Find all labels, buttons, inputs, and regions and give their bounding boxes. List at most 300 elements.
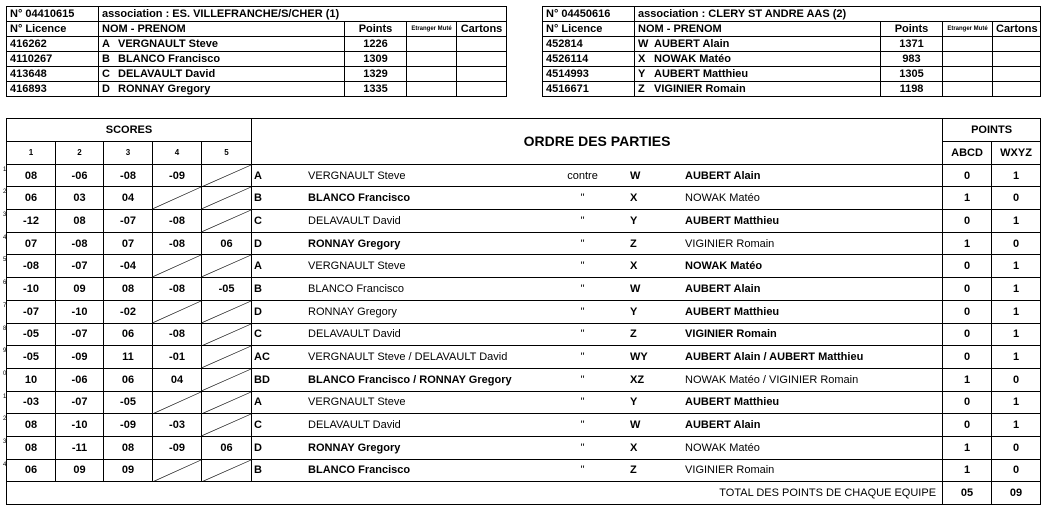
game-order-cell bbox=[252, 391, 943, 414]
player-name-cell bbox=[635, 52, 881, 67]
unplayed-set-slash bbox=[153, 460, 201, 482]
set-score bbox=[3, 414, 56, 437]
away-player: AUBERT Alain bbox=[685, 419, 761, 432]
away-letter: WY bbox=[630, 351, 648, 364]
player-name-cell bbox=[99, 52, 345, 67]
row-number: 1 bbox=[3, 166, 7, 173]
row-number: 6 bbox=[3, 280, 7, 287]
points-abcd: 0 bbox=[943, 391, 992, 414]
away-letter: W bbox=[630, 282, 641, 295]
player-points: 1309 bbox=[345, 52, 407, 67]
unplayed-set-slash bbox=[202, 392, 251, 414]
unplayed-set-slash bbox=[202, 369, 251, 391]
versus-label: " bbox=[580, 351, 585, 364]
set-score bbox=[56, 255, 104, 278]
home-letter: D bbox=[254, 441, 262, 454]
player-cartons bbox=[457, 67, 507, 82]
home-player: BLANCO Francisco bbox=[308, 282, 405, 295]
player-name-cell bbox=[635, 67, 881, 82]
away-letter: Y bbox=[630, 396, 638, 409]
set-score-value: 04 bbox=[121, 192, 135, 205]
player-letter: Z bbox=[638, 83, 645, 95]
set-score bbox=[153, 459, 202, 482]
home-player: VERGNAULT Steve bbox=[308, 396, 406, 409]
set-score-value: 11 bbox=[122, 351, 134, 364]
game-order-cell bbox=[252, 300, 943, 323]
game-order-cell bbox=[252, 210, 943, 233]
set-score bbox=[153, 255, 202, 278]
set-score bbox=[56, 232, 104, 255]
player-row bbox=[7, 37, 507, 52]
row-number: 4 bbox=[3, 461, 7, 468]
player-name: BLANCO Francisco bbox=[118, 53, 221, 65]
player-name: NOWAK Matéo bbox=[654, 53, 731, 65]
home-letter: A bbox=[254, 396, 262, 409]
set-score bbox=[153, 210, 202, 233]
set-score bbox=[104, 300, 153, 323]
total-label: TOTAL DES POINTS DE CHAQUE EQUIPE bbox=[7, 482, 943, 505]
set-score-value: 08 bbox=[121, 441, 135, 454]
game-row bbox=[7, 323, 1041, 346]
game-order-line bbox=[254, 437, 942, 459]
col-etranger: Etranger Muté bbox=[943, 22, 993, 37]
set-score-value: -09 bbox=[169, 169, 185, 182]
unplayed-set-slash bbox=[153, 301, 201, 323]
away-player: AUBERT Matthieu bbox=[685, 396, 780, 409]
set-score bbox=[202, 323, 252, 346]
points-wxyz: 1 bbox=[992, 278, 1041, 301]
points-wxyz: 1 bbox=[992, 346, 1041, 369]
set-score bbox=[56, 278, 104, 301]
set-score-value: -06 bbox=[71, 373, 88, 386]
set-score-value: -08 bbox=[23, 260, 39, 273]
team-a-number: N° 04410615 bbox=[7, 7, 99, 22]
points-abcd: 0 bbox=[943, 164, 992, 187]
game-row bbox=[7, 278, 1041, 301]
set-score-value: 09 bbox=[73, 464, 86, 477]
player-row bbox=[543, 37, 1041, 52]
points-wxyz: 1 bbox=[992, 391, 1041, 414]
team-a-table bbox=[6, 6, 507, 97]
away-letter: W bbox=[630, 419, 641, 432]
set-score bbox=[202, 459, 252, 482]
home-letter: A bbox=[254, 169, 262, 182]
home-player: DELAVAULT David bbox=[308, 214, 401, 227]
home-player: DELAVAULT David bbox=[308, 328, 401, 341]
player-points: 1335 bbox=[345, 82, 407, 97]
versus-label: " bbox=[580, 441, 585, 454]
home-letter: AC bbox=[254, 351, 270, 364]
game-order-cell bbox=[252, 187, 943, 210]
versus-label: " bbox=[580, 396, 585, 409]
player-row bbox=[543, 67, 1041, 82]
game-order-line bbox=[254, 460, 942, 482]
versus-label: " bbox=[580, 260, 585, 273]
set-score-value: -09 bbox=[169, 441, 185, 454]
col-points: Points bbox=[881, 22, 943, 37]
points-wxyz: 0 bbox=[992, 187, 1041, 210]
versus-label: " bbox=[580, 464, 585, 477]
set-score bbox=[153, 414, 202, 437]
player-points: 1198 bbox=[881, 82, 943, 97]
player-etranger bbox=[943, 52, 993, 67]
set-score-value: -08 bbox=[169, 237, 185, 250]
set-score bbox=[104, 459, 153, 482]
game-order-cell bbox=[252, 278, 943, 301]
set-score-value: 06 bbox=[220, 237, 233, 250]
team-b-number: N° 04450616 bbox=[543, 7, 635, 22]
set-score-value: -10 bbox=[71, 419, 88, 432]
set-score bbox=[56, 323, 104, 346]
set-score bbox=[3, 346, 56, 369]
set-score-value: -02 bbox=[120, 305, 136, 318]
set-score bbox=[202, 436, 252, 459]
game-order-cell bbox=[252, 232, 943, 255]
player-licence: 413648 bbox=[7, 67, 99, 82]
team-a-association: association : ES. VILLEFRANCHE/S/CHER (1) bbox=[99, 7, 507, 22]
player-licence: 4514993 bbox=[543, 67, 635, 82]
set-score-value: -09 bbox=[71, 351, 88, 364]
col-licence: N° Licence bbox=[543, 22, 635, 37]
col-nom: NOM - PRENOM bbox=[635, 22, 881, 37]
points-wxyz: 0 bbox=[992, 368, 1041, 391]
set-score bbox=[104, 414, 153, 437]
unplayed-set-slash bbox=[153, 255, 201, 277]
home-letter: B bbox=[254, 192, 262, 205]
set-score-value: 07 bbox=[24, 237, 38, 250]
set-score-value: -05 bbox=[218, 282, 235, 295]
row-number: 8 bbox=[3, 325, 7, 332]
points-abcd: 1 bbox=[943, 368, 992, 391]
team-b-title-row bbox=[543, 7, 1041, 22]
player-cartons bbox=[993, 52, 1041, 67]
row-number: 2 bbox=[3, 416, 7, 423]
player-cartons bbox=[457, 82, 507, 97]
game-order-line bbox=[254, 187, 942, 209]
set-score bbox=[56, 368, 104, 391]
set-score bbox=[104, 278, 153, 301]
away-player: VIGINIER Romain bbox=[685, 464, 775, 477]
set-score bbox=[3, 255, 56, 278]
set-score-value: 07 bbox=[121, 237, 135, 250]
set-score bbox=[202, 414, 252, 437]
set-score bbox=[104, 346, 153, 369]
player-letter: C bbox=[102, 68, 110, 80]
set-score-value: -08 bbox=[169, 328, 185, 341]
points-wxyz: 0 bbox=[992, 459, 1041, 482]
player-letter: A bbox=[102, 38, 110, 50]
home-player: RONNAY Gregory bbox=[308, 305, 397, 318]
player-cartons bbox=[457, 37, 507, 52]
row-number: 3 bbox=[3, 212, 7, 219]
home-letter: BD bbox=[254, 373, 270, 386]
player-points: 1371 bbox=[881, 37, 943, 52]
game-row bbox=[7, 391, 1041, 414]
set-score bbox=[56, 459, 104, 482]
col-points: Points bbox=[345, 22, 407, 37]
game-row bbox=[7, 255, 1041, 278]
unplayed-set-slash bbox=[202, 255, 251, 277]
points-wxyz: 0 bbox=[992, 436, 1041, 459]
points-wxyz: 1 bbox=[992, 255, 1041, 278]
set-score bbox=[3, 210, 56, 233]
away-player: AUBERT Alain bbox=[685, 282, 761, 295]
versus-label: " bbox=[580, 373, 585, 386]
unplayed-set-slash bbox=[202, 210, 251, 232]
game-row bbox=[7, 210, 1041, 233]
player-licence: 4526114 bbox=[543, 52, 635, 67]
set-score-value: 06 bbox=[24, 464, 38, 477]
unplayed-set-slash bbox=[202, 187, 251, 209]
player-etranger bbox=[407, 82, 457, 97]
col-cartons: Cartons bbox=[993, 22, 1041, 37]
player-row bbox=[543, 82, 1041, 97]
set-number-5: 5 bbox=[202, 142, 252, 165]
set-score-value: -07 bbox=[71, 396, 88, 409]
set-score-value: -11 bbox=[71, 441, 88, 454]
set-score bbox=[202, 210, 252, 233]
player-name-cell bbox=[99, 82, 345, 97]
set-score-value: 09 bbox=[121, 464, 135, 477]
player-points: 983 bbox=[881, 52, 943, 67]
set-score bbox=[153, 232, 202, 255]
set-score bbox=[104, 255, 153, 278]
away-letter: Z bbox=[630, 464, 637, 477]
set-number-3: 3 bbox=[104, 142, 153, 165]
row-number: 4 bbox=[3, 234, 7, 241]
set-score bbox=[202, 187, 252, 210]
unplayed-set-slash bbox=[202, 460, 251, 482]
set-score bbox=[3, 368, 56, 391]
player-etranger bbox=[407, 67, 457, 82]
game-row bbox=[7, 164, 1041, 187]
set-number-1: 1 bbox=[7, 142, 56, 165]
set-score bbox=[104, 164, 153, 187]
row-number: 3 bbox=[3, 438, 7, 445]
away-letter: XZ bbox=[630, 373, 645, 386]
away-player: AUBERT Alain / AUBERT Matthieu bbox=[685, 351, 864, 364]
set-score bbox=[153, 368, 202, 391]
game-row bbox=[7, 368, 1041, 391]
set-score bbox=[104, 368, 153, 391]
set-score-value: -04 bbox=[120, 260, 136, 273]
unplayed-set-slash bbox=[153, 187, 201, 209]
set-score bbox=[153, 391, 202, 414]
set-number-4: 4 bbox=[153, 142, 202, 165]
set-score-value: -05 bbox=[23, 351, 39, 364]
points-header: POINTS bbox=[943, 119, 1041, 142]
player-points: 1305 bbox=[881, 67, 943, 82]
points-abcd: 0 bbox=[943, 323, 992, 346]
set-score bbox=[202, 391, 252, 414]
away-player: NOWAK Matéo / VIGINIER Romain bbox=[685, 373, 859, 386]
unplayed-set-slash bbox=[202, 414, 251, 436]
set-score-value: -08 bbox=[71, 237, 88, 250]
points-wxyz: 1 bbox=[992, 414, 1041, 437]
set-score bbox=[104, 210, 153, 233]
player-row bbox=[7, 67, 507, 82]
set-score bbox=[104, 323, 153, 346]
set-score-value: 08 bbox=[73, 214, 86, 227]
set-score bbox=[56, 436, 104, 459]
home-letter: C bbox=[254, 419, 262, 432]
game-order-line bbox=[254, 210, 942, 232]
player-name: RONNAY Gregory bbox=[118, 83, 211, 95]
away-player: AUBERT Alain bbox=[685, 169, 761, 182]
player-licence: 4110267 bbox=[7, 52, 99, 67]
versus-label: " bbox=[580, 214, 585, 227]
away-letter: Y bbox=[630, 305, 638, 318]
player-cartons bbox=[993, 67, 1041, 82]
versus-label: " bbox=[580, 419, 585, 432]
game-order-line bbox=[254, 233, 942, 255]
set-score-value: -08 bbox=[169, 282, 185, 295]
set-score bbox=[153, 436, 202, 459]
points-abcd: 0 bbox=[943, 210, 992, 233]
set-score bbox=[3, 391, 56, 414]
points-abcd: 0 bbox=[943, 278, 992, 301]
home-player: BLANCO Francisco bbox=[308, 192, 411, 205]
set-score bbox=[104, 232, 153, 255]
home-player: RONNAY Gregory bbox=[308, 237, 401, 250]
home-letter: C bbox=[254, 214, 262, 227]
set-score bbox=[56, 164, 104, 187]
unplayed-set-slash bbox=[202, 165, 251, 187]
row-number: 9 bbox=[3, 348, 7, 355]
set-score-value: 06 bbox=[24, 192, 38, 205]
set-score bbox=[202, 164, 252, 187]
away-player: NOWAK Matéo bbox=[685, 260, 763, 273]
set-score-value: -10 bbox=[23, 282, 39, 295]
order-header: ORDRE DES PARTIES bbox=[252, 119, 943, 165]
set-score-value: 08 bbox=[24, 441, 38, 454]
game-row bbox=[7, 436, 1041, 459]
home-letter: D bbox=[254, 305, 262, 318]
player-name: VIGINIER Romain bbox=[654, 83, 746, 95]
player-licence: 416262 bbox=[7, 37, 99, 52]
points-abcd: 1 bbox=[943, 232, 992, 255]
home-letter: A bbox=[254, 260, 262, 273]
row-number: 0 bbox=[3, 370, 7, 377]
home-player: VERGNAULT Steve bbox=[308, 169, 406, 182]
total-abcd: 05 bbox=[943, 482, 992, 505]
set-score-value: 06 bbox=[121, 373, 135, 386]
set-score-value: -09 bbox=[120, 419, 136, 432]
home-player: BLANCO Francisco / RONNAY Gregory bbox=[308, 373, 512, 386]
set-score bbox=[56, 300, 104, 323]
game-order-cell bbox=[252, 368, 943, 391]
set-score bbox=[56, 391, 104, 414]
set-score bbox=[153, 278, 202, 301]
player-row bbox=[7, 82, 507, 97]
team-a-title-row bbox=[7, 7, 507, 22]
set-score bbox=[3, 187, 56, 210]
total-wxyz: 09 bbox=[992, 482, 1041, 505]
set-score-value: 03 bbox=[73, 192, 86, 205]
player-name-cell bbox=[99, 67, 345, 82]
away-letter: Y bbox=[630, 214, 638, 227]
set-score-value: -03 bbox=[169, 419, 185, 432]
game-row bbox=[7, 300, 1041, 323]
versus-label: " bbox=[580, 192, 585, 205]
unplayed-set-slash bbox=[202, 346, 251, 368]
set-score bbox=[202, 300, 252, 323]
set-score bbox=[56, 187, 104, 210]
row-number: 7 bbox=[3, 302, 7, 309]
set-score-value: -08 bbox=[169, 214, 185, 227]
set-score bbox=[3, 278, 56, 301]
away-letter: X bbox=[630, 441, 638, 454]
game-order-cell bbox=[252, 414, 943, 437]
set-score bbox=[3, 300, 56, 323]
set-score bbox=[153, 164, 202, 187]
set-score bbox=[56, 414, 104, 437]
away-player: NOWAK Matéo bbox=[685, 192, 760, 205]
home-letter: D bbox=[254, 237, 262, 250]
set-score bbox=[202, 255, 252, 278]
home-letter: B bbox=[254, 464, 262, 477]
game-order-line bbox=[254, 392, 942, 414]
header-row-1 bbox=[7, 119, 1041, 142]
set-score-value: 08 bbox=[24, 169, 38, 182]
game-order-line bbox=[254, 324, 942, 346]
set-score bbox=[3, 232, 56, 255]
team-b-table bbox=[542, 6, 1041, 97]
versus-label: " bbox=[580, 237, 585, 250]
set-score bbox=[153, 300, 202, 323]
set-score-value: -07 bbox=[23, 305, 39, 318]
set-score bbox=[3, 459, 56, 482]
col-nom: NOM - PRENOM bbox=[99, 22, 345, 37]
points-abcd: 1 bbox=[943, 436, 992, 459]
away-player: AUBERT Matthieu bbox=[685, 214, 780, 227]
col-cartons: Cartons bbox=[457, 22, 507, 37]
player-licence: 4516671 bbox=[543, 82, 635, 97]
home-player: DELAVAULT David bbox=[308, 419, 401, 432]
player-letter: D bbox=[102, 83, 110, 95]
set-number-2: 2 bbox=[56, 142, 104, 165]
points-abcd-header: ABCD bbox=[943, 142, 992, 165]
game-order-cell bbox=[252, 346, 943, 369]
points-abcd: 0 bbox=[943, 300, 992, 323]
points-abcd: 1 bbox=[943, 459, 992, 482]
player-row bbox=[7, 52, 507, 67]
player-licence: 452814 bbox=[543, 37, 635, 52]
versus-label: " bbox=[580, 282, 585, 295]
set-score-value: -03 bbox=[23, 396, 39, 409]
set-score-value: -12 bbox=[23, 214, 39, 227]
game-row bbox=[7, 232, 1041, 255]
player-cartons bbox=[457, 52, 507, 67]
match-sheet-table bbox=[3, 118, 1041, 505]
game-order-cell bbox=[252, 164, 943, 187]
player-name-cell bbox=[635, 37, 881, 52]
game-order-cell bbox=[252, 323, 943, 346]
set-score bbox=[153, 323, 202, 346]
unplayed-set-slash bbox=[153, 392, 201, 414]
col-licence: N° Licence bbox=[7, 22, 99, 37]
player-name: VERGNAULT Steve bbox=[118, 38, 219, 50]
player-letter: B bbox=[102, 53, 110, 65]
points-wxyz: 0 bbox=[992, 232, 1041, 255]
game-order-line bbox=[254, 346, 942, 368]
player-name-cell bbox=[99, 37, 345, 52]
player-etranger bbox=[407, 37, 457, 52]
player-name: DELAVAULT David bbox=[118, 68, 216, 80]
set-score-value: -01 bbox=[169, 351, 185, 364]
home-letter: B bbox=[254, 282, 262, 295]
home-player: VERGNAULT Steve bbox=[308, 260, 406, 273]
